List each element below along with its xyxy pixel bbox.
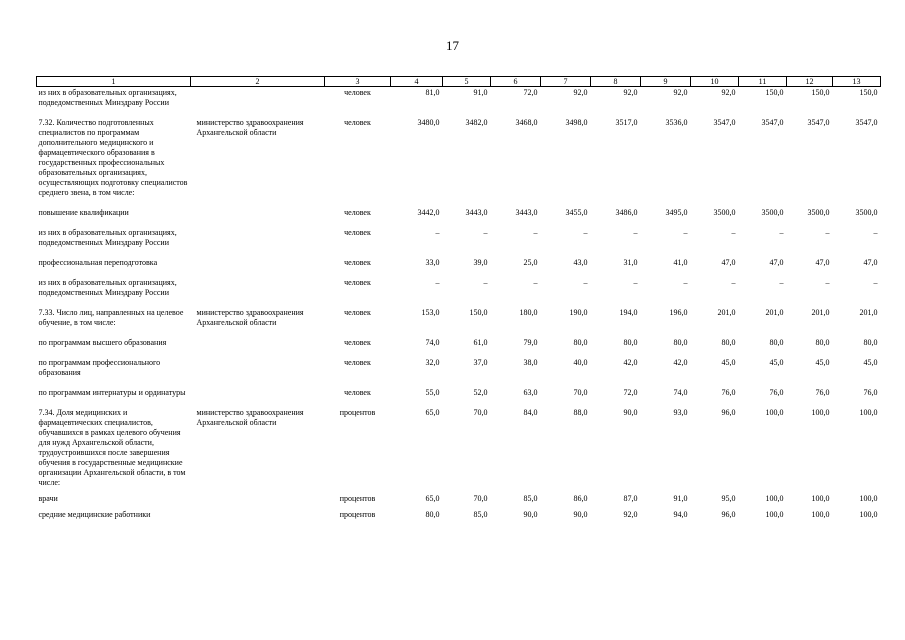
indicator-value: –	[683, 228, 688, 237]
row-spacer-cell	[37, 248, 881, 257]
indicator-value: 100,0	[811, 408, 830, 417]
indicator-value: 3547,0	[807, 118, 830, 127]
indicator-value: 76,0	[863, 388, 878, 397]
indicator-value: 3547,0	[761, 118, 784, 127]
table-row	[37, 257, 881, 268]
indicator-name: по программам высшего образования	[38, 338, 167, 347]
indicator-value: –	[779, 228, 784, 237]
indicator-value: 100,0	[859, 494, 878, 503]
indicator-value: –	[683, 278, 688, 287]
row-spacer-cell	[37, 298, 881, 307]
indicator-value: 39,0	[473, 258, 488, 267]
indicator-value: 201,0	[717, 308, 736, 317]
indicator-value: 72,0	[623, 388, 638, 397]
unit-of-measure: человек	[344, 278, 371, 287]
unit-of-measure: процентов	[339, 510, 376, 519]
table-body	[37, 87, 881, 521]
indicator-value: 45,0	[815, 358, 830, 367]
indicator-value: 92,0	[721, 88, 736, 97]
responsible-executor: министерство здравоохранения Архангельской области	[196, 308, 304, 327]
column-number-13: 13	[833, 77, 881, 87]
column-number-4: 4	[391, 77, 443, 87]
row-spacer-cell	[37, 348, 881, 357]
responsible-executor	[191, 337, 325, 348]
row-spacer	[37, 108, 881, 117]
responsible-executor	[191, 277, 325, 298]
indicator-value: 201,0	[859, 308, 878, 317]
indicator-name: из них в образовательных организациях, подведомственных Минздраву России	[38, 278, 177, 297]
indicator-value: 150,0	[765, 88, 784, 97]
indicator-value: 84,0	[523, 408, 538, 417]
indicator-name: из них в образовательных организациях, подведомственных Минздраву России	[38, 88, 177, 107]
indicator-value: 96,0	[721, 510, 736, 519]
table-row	[37, 117, 881, 198]
row-spacer-cell	[37, 378, 881, 387]
indicator-value: 32,0	[425, 358, 440, 367]
indicator-value: 38,0	[523, 358, 538, 367]
table-row	[37, 207, 881, 218]
table-row	[37, 407, 881, 488]
indicator-value: 55,0	[425, 388, 440, 397]
table-row	[37, 357, 881, 378]
row-spacer	[37, 198, 881, 207]
indicator-value: 150,0	[811, 88, 830, 97]
unit-of-measure: человек	[344, 258, 371, 267]
indicator-value: 180,0	[519, 308, 538, 317]
indicator-value: 150,0	[859, 88, 878, 97]
indicator-value: 3498,0	[565, 118, 588, 127]
column-number-8: 8	[591, 77, 641, 87]
responsible-executor	[191, 493, 325, 504]
indicator-name: 7.32. Количество подготовленных специалистов по программам дополнительного медицинского и фармацевтического образования в государственных профессиональных образовательных организациях, осуществляющих подготовку специалистов среднего звена, в том числе:	[38, 118, 188, 197]
indicator-value: 76,0	[769, 388, 784, 397]
responsible-executor	[191, 227, 325, 248]
indicator-value: 80,0	[863, 338, 878, 347]
row-spacer	[37, 218, 881, 227]
indicator-value: 80,0	[425, 510, 440, 519]
unit-of-measure: человек	[344, 88, 371, 97]
column-number-3: 3	[325, 77, 391, 87]
indicator-value: 3517,0	[615, 118, 638, 127]
indicator-value: 95,0	[721, 494, 736, 503]
page-number: 17	[446, 38, 459, 53]
indicator-value: 3500,0	[761, 208, 784, 217]
indicator-value: 45,0	[769, 358, 784, 367]
indicator-name: средние медицинские работники	[38, 510, 151, 519]
indicator-value: 47,0	[769, 258, 784, 267]
indicator-value: 70,0	[473, 494, 488, 503]
column-number-12: 12	[787, 77, 833, 87]
column-number-11: 11	[739, 77, 787, 87]
table-row	[37, 337, 881, 348]
indicator-name: по программам профессионального образования	[38, 358, 161, 377]
responsible-executor	[191, 87, 325, 109]
indicators-table	[36, 76, 881, 520]
indicator-value: 41,0	[673, 258, 688, 267]
indicator-value: 47,0	[863, 258, 878, 267]
row-spacer-cell	[37, 398, 881, 407]
row-spacer-cell	[37, 108, 881, 117]
indicator-value: 80,0	[573, 338, 588, 347]
indicator-value: –	[533, 278, 538, 287]
indicator-value: –	[633, 278, 638, 287]
indicator-value: 40,0	[573, 358, 588, 367]
indicator-value: 94,0	[673, 510, 688, 519]
responsible-executor	[191, 509, 325, 520]
indicator-value: 3442,0	[417, 208, 440, 217]
table-row	[37, 227, 881, 248]
indicator-value: 25,0	[523, 258, 538, 267]
indicator-value: 92,0	[623, 510, 638, 519]
indicator-value: 47,0	[815, 258, 830, 267]
indicators-table-container	[36, 76, 880, 520]
responsible-executor: министерство здравоохранения Архангельской области	[196, 118, 304, 137]
indicator-value: 33,0	[425, 258, 440, 267]
unit-of-measure: человек	[344, 208, 371, 217]
indicator-value: 3547,0	[713, 118, 736, 127]
indicator-value: –	[873, 278, 878, 287]
indicator-value: 100,0	[811, 510, 830, 519]
indicator-value: –	[483, 228, 488, 237]
table-row	[37, 387, 881, 398]
indicator-value: 80,0	[623, 338, 638, 347]
indicator-value: –	[435, 278, 440, 287]
unit-of-measure: человек	[344, 338, 371, 347]
indicator-value: 201,0	[765, 308, 784, 317]
row-spacer	[37, 328, 881, 337]
indicator-value: 37,0	[473, 358, 488, 367]
unit-of-measure: процентов	[339, 494, 376, 503]
indicator-value: –	[583, 228, 588, 237]
indicator-value: 3500,0	[807, 208, 830, 217]
indicator-value: –	[583, 278, 588, 287]
indicator-value: 3500,0	[855, 208, 878, 217]
indicator-value: 47,0	[721, 258, 736, 267]
indicator-name: профессиональная переподготовка	[38, 258, 158, 267]
unit-of-measure: человек	[344, 388, 371, 397]
indicator-value: 52,0	[473, 388, 488, 397]
indicator-value: 92,0	[673, 88, 688, 97]
column-number-2: 2	[191, 77, 325, 87]
indicator-value: 85,0	[523, 494, 538, 503]
indicator-value: –	[533, 228, 538, 237]
unit-of-measure: человек	[344, 118, 371, 127]
responsible-executor	[191, 357, 325, 378]
indicator-value: 3486,0	[615, 208, 638, 217]
indicator-name: из них в образовательных организациях, подведомственных Минздраву России	[38, 228, 177, 247]
responsible-executor	[191, 387, 325, 398]
column-number-6: 6	[491, 77, 541, 87]
indicator-value: 80,0	[673, 338, 688, 347]
indicator-value: 100,0	[765, 494, 784, 503]
indicator-value: –	[825, 228, 830, 237]
indicator-value: 88,0	[573, 408, 588, 417]
indicator-value: 153,0	[421, 308, 440, 317]
indicator-value: 93,0	[673, 408, 688, 417]
indicator-value: 85,0	[473, 510, 488, 519]
indicator-value: 74,0	[425, 338, 440, 347]
indicator-value: 86,0	[573, 494, 588, 503]
row-spacer	[37, 248, 881, 257]
indicator-value: 42,0	[623, 358, 638, 367]
indicator-value: 65,0	[425, 494, 440, 503]
indicator-value: 42,0	[673, 358, 688, 367]
indicator-value: 80,0	[815, 338, 830, 347]
indicator-value: 90,0	[623, 408, 638, 417]
indicator-value: 201,0	[811, 308, 830, 317]
indicator-value: –	[633, 228, 638, 237]
indicator-value: –	[483, 278, 488, 287]
column-number-7: 7	[541, 77, 591, 87]
indicator-value: –	[731, 228, 736, 237]
indicator-value: 70,0	[473, 408, 488, 417]
row-spacer-cell	[37, 198, 881, 207]
indicator-name: повышение квалификации	[38, 208, 129, 217]
indicator-value: 196,0	[669, 308, 688, 317]
indicator-value: 3482,0	[465, 118, 488, 127]
indicator-value: 90,0	[573, 510, 588, 519]
indicator-value: –	[435, 228, 440, 237]
indicator-value: 45,0	[863, 358, 878, 367]
indicator-value: –	[825, 278, 830, 287]
indicator-value: 100,0	[811, 494, 830, 503]
responsible-executor: министерство здравоохранения Архангельской области	[196, 408, 304, 427]
table-row	[37, 493, 881, 504]
table-row	[37, 277, 881, 298]
unit-of-measure: человек	[344, 358, 371, 367]
indicator-value: –	[873, 228, 878, 237]
indicator-value: 100,0	[859, 510, 878, 519]
indicator-value: 3443,0	[465, 208, 488, 217]
indicator-value: 3468,0	[515, 118, 538, 127]
table-row	[37, 87, 881, 109]
indicator-value: 31,0	[623, 258, 638, 267]
indicator-value: 87,0	[623, 494, 638, 503]
indicator-value: 3547,0	[855, 118, 878, 127]
row-spacer-cell	[37, 328, 881, 337]
table-row	[37, 509, 881, 520]
indicator-value: 3443,0	[515, 208, 538, 217]
responsible-executor	[191, 207, 325, 218]
row-spacer-cell	[37, 218, 881, 227]
indicator-value: 80,0	[769, 338, 784, 347]
indicator-value: 96,0	[721, 408, 736, 417]
indicator-value: 3480,0	[417, 118, 440, 127]
indicator-value: –	[779, 278, 784, 287]
column-number-5: 5	[443, 77, 491, 87]
indicator-value: 92,0	[573, 88, 588, 97]
indicator-value: 76,0	[815, 388, 830, 397]
indicator-value: 92,0	[623, 88, 638, 97]
indicator-value: 43,0	[573, 258, 588, 267]
unit-of-measure: человек	[344, 228, 371, 237]
indicator-value: 194,0	[619, 308, 638, 317]
indicator-value: 63,0	[523, 388, 538, 397]
row-spacer	[37, 378, 881, 387]
table-row	[37, 307, 881, 328]
column-number-9: 9	[641, 77, 691, 87]
indicator-value: 72,0	[523, 88, 538, 97]
unit-of-measure: процентов	[339, 408, 376, 417]
indicator-value: 3536,0	[665, 118, 688, 127]
indicator-name: по программам интернатуры и ординатуры	[38, 388, 186, 397]
indicator-value: 74,0	[673, 388, 688, 397]
row-spacer-cell	[37, 268, 881, 277]
indicator-value: 3495,0	[665, 208, 688, 217]
indicator-value: 61,0	[473, 338, 488, 347]
indicator-value: 45,0	[721, 358, 736, 367]
row-spacer	[37, 348, 881, 357]
indicator-name: 7.33. Число лиц, направленных на целевое обучение, в том числе:	[38, 308, 184, 327]
responsible-executor	[191, 257, 325, 268]
indicator-value: 80,0	[721, 338, 736, 347]
indicator-value: 65,0	[425, 408, 440, 417]
indicator-name: врачи	[38, 494, 58, 503]
indicator-value: –	[731, 278, 736, 287]
unit-of-measure: человек	[344, 308, 371, 317]
indicator-value: 91,0	[473, 88, 488, 97]
indicator-name: 7.34. Доля медицинских и фармацевтических специалистов, обучавшихся в рамках целевого обучения для нужд Архангельской области, трудоустроившихся после завершения обучения в государственные медицинские организации Архангельской области, в том числе:	[38, 408, 186, 487]
indicator-value: 100,0	[765, 510, 784, 519]
column-number-row	[37, 77, 881, 87]
indicator-value: 190,0	[569, 308, 588, 317]
row-spacer	[37, 298, 881, 307]
indicator-value: 70,0	[573, 388, 588, 397]
indicator-value: 3455,0	[565, 208, 588, 217]
indicator-value: 3500,0	[713, 208, 736, 217]
indicator-value: 81,0	[425, 88, 440, 97]
row-spacer	[37, 268, 881, 277]
column-number-1: 1	[37, 77, 191, 87]
indicator-value: 79,0	[523, 338, 538, 347]
indicator-value: 150,0	[469, 308, 488, 317]
indicator-value: 100,0	[859, 408, 878, 417]
indicator-value: 91,0	[673, 494, 688, 503]
row-spacer	[37, 398, 881, 407]
indicator-value: 90,0	[523, 510, 538, 519]
column-number-10: 10	[691, 77, 739, 87]
indicator-value: 100,0	[765, 408, 784, 417]
indicator-value: 76,0	[721, 388, 736, 397]
